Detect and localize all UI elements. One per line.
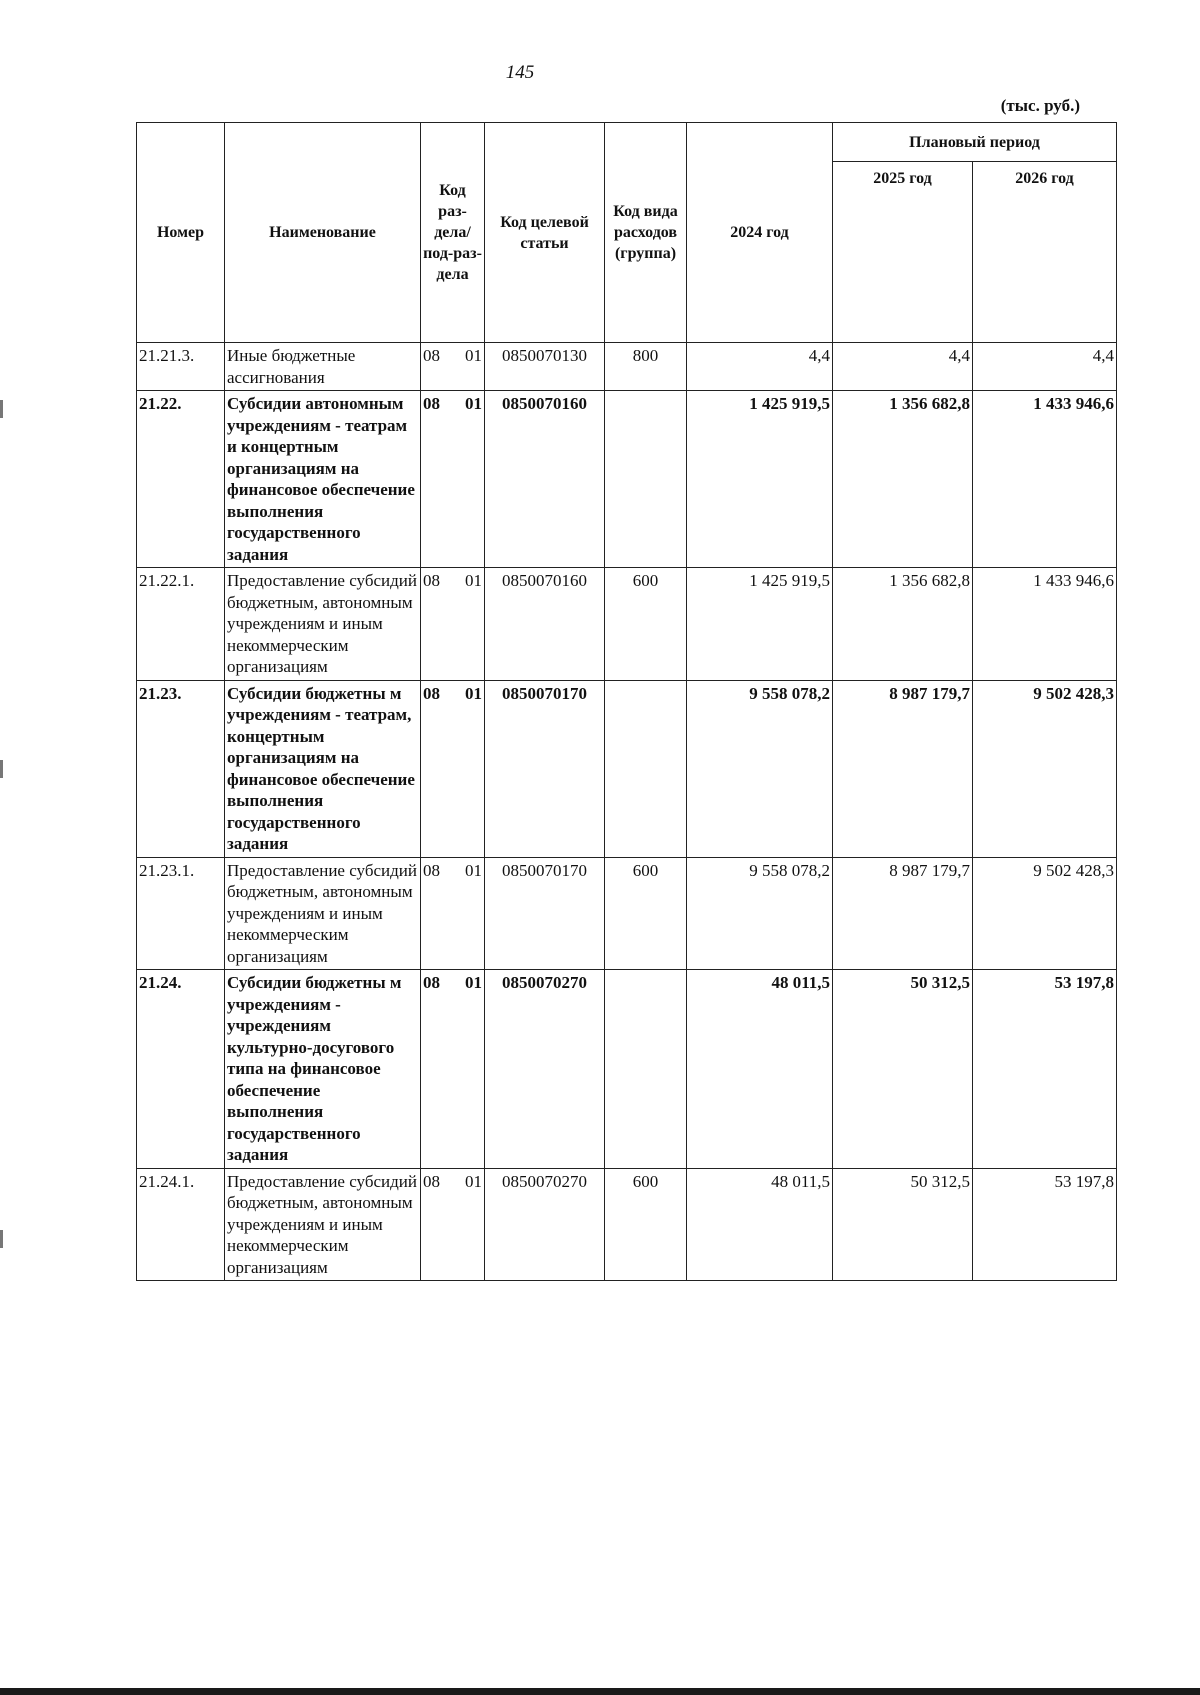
row-section-code — [421, 970, 485, 1169]
row-amount-2026: 53 197,8 — [973, 1168, 1117, 1281]
row-name: Субсидии бюджетны м учреждениям - театрам, концертным организациям на финансовое обеспечение выполнения государственного задания — [225, 680, 421, 857]
scan-edge-mark — [0, 760, 3, 778]
row-amount-2026: 9 502 428,3 — [973, 680, 1117, 857]
row-amount-2025: 50 312,5 — [833, 970, 973, 1169]
header-year-2025: 2025 год — [833, 162, 973, 343]
row-number: 21.21.3. — [137, 343, 225, 391]
row-number: 21.24. — [137, 970, 225, 1169]
header-year-2024: 2024 год — [687, 123, 833, 343]
row-amount-2025: 8 987 179,7 — [833, 857, 973, 970]
row-section: 08 — [423, 1171, 440, 1191]
row-amount-2026: 53 197,8 — [973, 970, 1117, 1169]
row-amount-2026: 1 433 946,6 — [973, 391, 1117, 568]
row-amount-2024: 4,4 — [687, 343, 833, 391]
row-amount-2024: 9 558 078,2 — [687, 857, 833, 970]
row-section-code — [421, 857, 485, 970]
header-planning-period: Плановый период — [833, 123, 1117, 162]
header-year-2026: 2026 год — [973, 162, 1117, 343]
row-section-code — [421, 1168, 485, 1281]
header-section-code: Код раз-дела/ под-раз-дела — [421, 123, 485, 343]
table-row — [137, 680, 1117, 857]
table-row — [137, 857, 1117, 970]
row-section: 08 — [423, 860, 440, 880]
table-row — [137, 970, 1117, 1169]
row-name: Субсидии автономным учреждениям - театрам и концертным организациям на финансовое обеспечение выполнения государственного задания — [225, 391, 421, 568]
table-body — [137, 343, 1117, 1281]
page-number: 145 — [505, 62, 535, 83]
row-amount-2026: 9 502 428,3 — [973, 857, 1117, 970]
row-expense-type — [605, 970, 687, 1169]
row-section: 08 — [423, 346, 440, 365]
row-subsection: 01 — [465, 860, 482, 880]
row-section: 08 — [423, 683, 440, 703]
row-expense-type: 600 — [605, 857, 687, 970]
row-expense-type: 800 — [605, 343, 687, 391]
row-amount-2024: 9 558 078,2 — [687, 680, 833, 857]
row-expense-type — [605, 680, 687, 857]
row-section: 08 — [423, 973, 440, 992]
row-amount-2026: 1 433 946,6 — [973, 568, 1117, 681]
units-label: (тыс. руб.) — [1000, 96, 1080, 115]
row-amount-2024: 1 425 919,5 — [687, 391, 833, 568]
header-name: Наименование — [225, 123, 421, 343]
row-amount-2025: 1 356 682,8 — [833, 568, 973, 681]
row-target-code: 0850070170 — [485, 857, 605, 970]
row-number: 21.23. — [137, 680, 225, 857]
row-subsection: 01 — [465, 346, 482, 365]
row-number: 21.23.1. — [137, 857, 225, 970]
row-section-code — [421, 680, 485, 857]
row-name: Предоставление субсидий бюджетным, автономным учреждениям и иным некоммерческим организациям — [225, 857, 421, 970]
row-number: 21.22. — [137, 391, 225, 568]
row-amount-2025: 4,4 — [833, 343, 973, 391]
table-row — [137, 1168, 1117, 1281]
table-row — [137, 391, 1117, 568]
header-number: Номер — [137, 123, 225, 343]
row-section-code — [421, 391, 485, 568]
row-expense-type: 600 — [605, 568, 687, 681]
row-subsection: 01 — [465, 683, 482, 703]
row-target-code: 0850070130 — [485, 343, 605, 391]
row-section: 08 — [423, 394, 440, 413]
row-expense-type: 600 — [605, 1168, 687, 1281]
table-row — [137, 343, 1117, 391]
row-name: Субсидии бюджетны м учреждениям - учреждениям культурно-досугового типа на финансовое обеспечение выполнения государственного задания — [225, 970, 421, 1169]
row-subsection: 01 — [465, 973, 482, 992]
scan-bottom-edge — [0, 1688, 1200, 1695]
row-name: Иные бюджетные ассигнования — [225, 343, 421, 391]
row-amount-2024: 1 425 919,5 — [687, 568, 833, 681]
row-target-code: 0850070160 — [485, 391, 605, 568]
row-number: 21.22.1. — [137, 568, 225, 681]
row-amount-2024: 48 011,5 — [687, 1168, 833, 1281]
header-target-code: Код целевой статьи — [485, 123, 605, 343]
table-row — [137, 568, 1117, 681]
row-target-code: 0850070270 — [485, 1168, 605, 1281]
scan-edge-mark — [0, 400, 3, 418]
row-number: 21.24.1. — [137, 1168, 225, 1281]
budget-table — [136, 122, 1117, 1281]
row-amount-2025: 1 356 682,8 — [833, 391, 973, 568]
row-target-code: 0850070170 — [485, 680, 605, 857]
row-subsection: 01 — [465, 1171, 482, 1191]
row-expense-type — [605, 391, 687, 568]
row-amount-2025: 8 987 179,7 — [833, 680, 973, 857]
scan-edge-mark — [0, 1230, 3, 1248]
row-section: 08 — [423, 571, 440, 590]
row-subsection: 01 — [465, 571, 482, 590]
row-amount-2025: 50 312,5 — [833, 1168, 973, 1281]
row-amount-2024: 48 011,5 — [687, 970, 833, 1169]
row-section-code — [421, 343, 485, 391]
header-expense-type-code: Код вида расходов (группа) — [605, 123, 687, 343]
row-amount-2026: 4,4 — [973, 343, 1117, 391]
row-target-code: 0850070270 — [485, 970, 605, 1169]
row-section-code — [421, 568, 485, 681]
row-subsection: 01 — [465, 394, 482, 413]
row-name: Предоставление субсидий бюджетным, автономным учреждениям и иным некоммерческим организациям — [225, 1168, 421, 1281]
row-target-code: 0850070160 — [485, 568, 605, 681]
row-name: Предоставление субсидий бюджетным, автономным учреждениям и иным некоммерческим организациям — [225, 568, 421, 681]
